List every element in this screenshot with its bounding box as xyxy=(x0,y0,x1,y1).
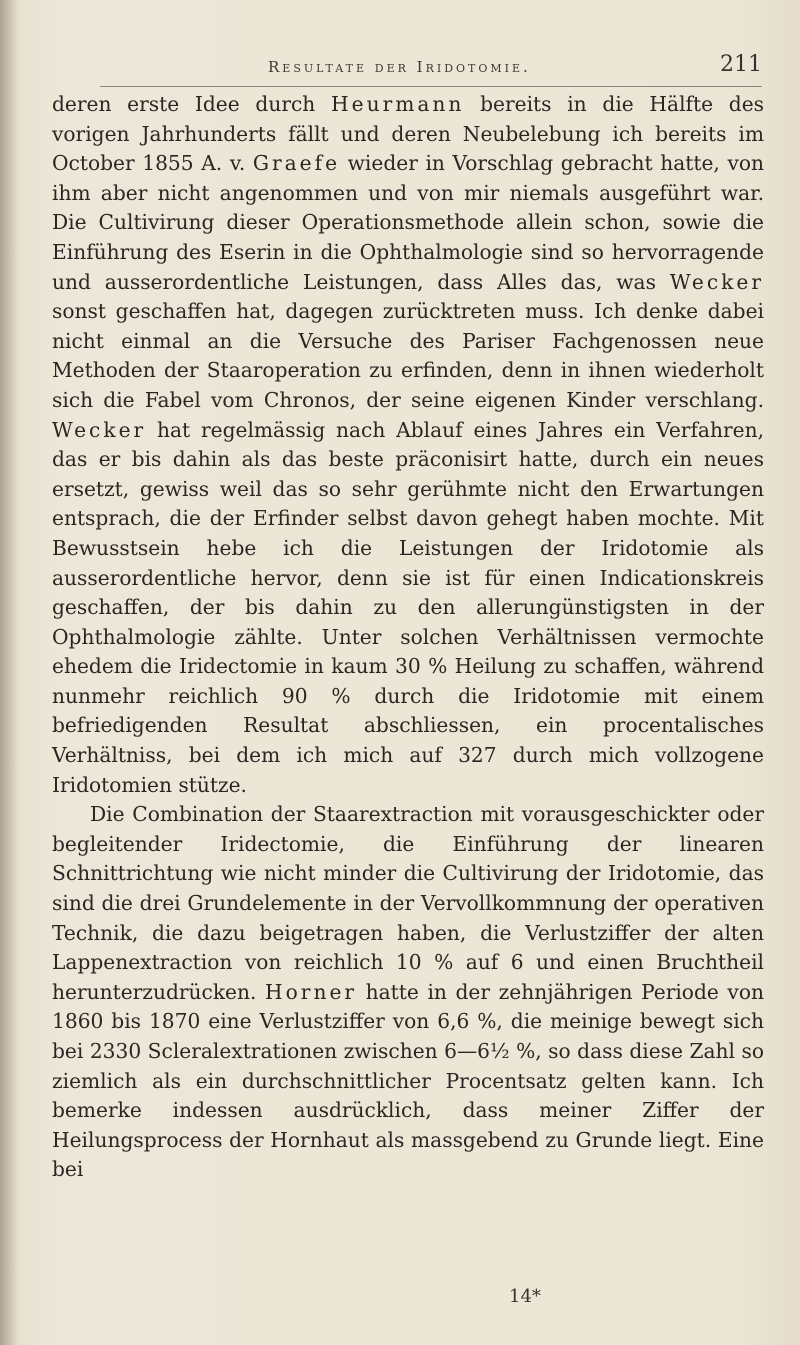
paragraph-1 xyxy=(52,90,764,800)
text-run: hat regelmässig nach Ablauf eines Jahres ein Verfahren, das er bis dahin als das beste präconisirt hatte, durch ein neues ersetzt, gewiss weil das so sehr gerühmte nicht den Erwartungen entsprach, die der Erfinder selbst davon gehegt haben mochte. Mit Bewusstsein hebe ich die Leistungen der Iridotomie als ausserordentliche hervor, denn sie ist für einen Indicationskreis geschaffen, der bis dahin zu den allerungünstigsten in der Ophthalmologie zählte. Unter solchen Verhältnissen vermochte ehedem die Iridectomie in kaum 30 % Heilung zu schaffen, während nunmehr reichlich 90 % durch die Iridotomie mit einem befriedigenden Resultat abschliessen, ein procentalisches Verhältniss, bei dem ich mich auf 327 durch mich vollzogene Iridotomien stütze. xyxy=(52,417,764,797)
page-number: 211 xyxy=(720,52,762,77)
person-name-wecker: Wecker xyxy=(669,269,764,294)
person-name-graefe: Graefe xyxy=(252,151,341,176)
header-rule xyxy=(100,86,762,87)
text-run: sonst geschaffen hat, dagegen zurücktreten muss. Ich denke dabei nicht einmal an die Versuche des Pariser Fachgenossen neue Methoden der Staaroperation zu erfinden, denn in ihnen wiederholt sich die Fabel vom Chronos, der seine eigenen Kinder verschlang. xyxy=(52,299,764,412)
text-run: Die Combination der Staarextraction mit vorausgeschickter oder begleitender Iridectomie, die Einführung der linearen Schnittrichtung wie nicht minder die Cultivirung der Iridotomie, das sind die drei Grundelemente in der Vervollkommnung der operativen Technik, die dazu beigetragen haben, die Verlustziffer der alten Lappenextraction von reichlich 10 % auf 6 und einen Bruchtheil herunterzudrücken. xyxy=(52,802,764,1004)
person-name-wecker: Wecker xyxy=(52,417,147,442)
running-title: Resultate der Iridotomie. xyxy=(268,58,531,76)
paragraph-2 xyxy=(52,800,764,1185)
person-name-horner: Horner xyxy=(265,979,358,1004)
text-run: hatte in der zehnjährigen Periode von 1860 bis 1870 eine Verlustziffer von 6,6 %, die meinige bewegt sich bei 2330 Scleralextrationen zwischen 6—6½ %, so dass diese Zahl so ziemlich als ein durchschnittlicher Procentsatz gelten kann. Ich bemerke indessen ausdrücklich, dass meiner Ziffer der Heilungsprocess der Hornhaut als massgebend zu Grunde liegt. Eine bei xyxy=(52,979,764,1182)
text-run: bereits in die Hälfte des vorigen Jahrhunderts fällt und deren Neubelebung ich bereits im October 1855 A. v. xyxy=(52,92,765,176)
person-name-heurmann: Heurmann xyxy=(331,92,465,116)
signature-mark: 14* xyxy=(509,1286,541,1307)
binding-shadow xyxy=(0,0,18,1345)
text-run: deren erste Idee durch xyxy=(52,92,332,116)
text-run: wieder in Vorschlag gebracht hatte, von ihm aber nicht angenommen und von mir niemals ausgeführt war. Die Cultivirung dieser Operationsmethode allein schon, sowie die Einführung des Eserin in die Ophthalmologie sind so hervorragende und ausserordentliche Leistungen, dass Alles das, was xyxy=(52,151,765,294)
body-text xyxy=(52,90,764,1185)
running-head xyxy=(60,52,762,86)
